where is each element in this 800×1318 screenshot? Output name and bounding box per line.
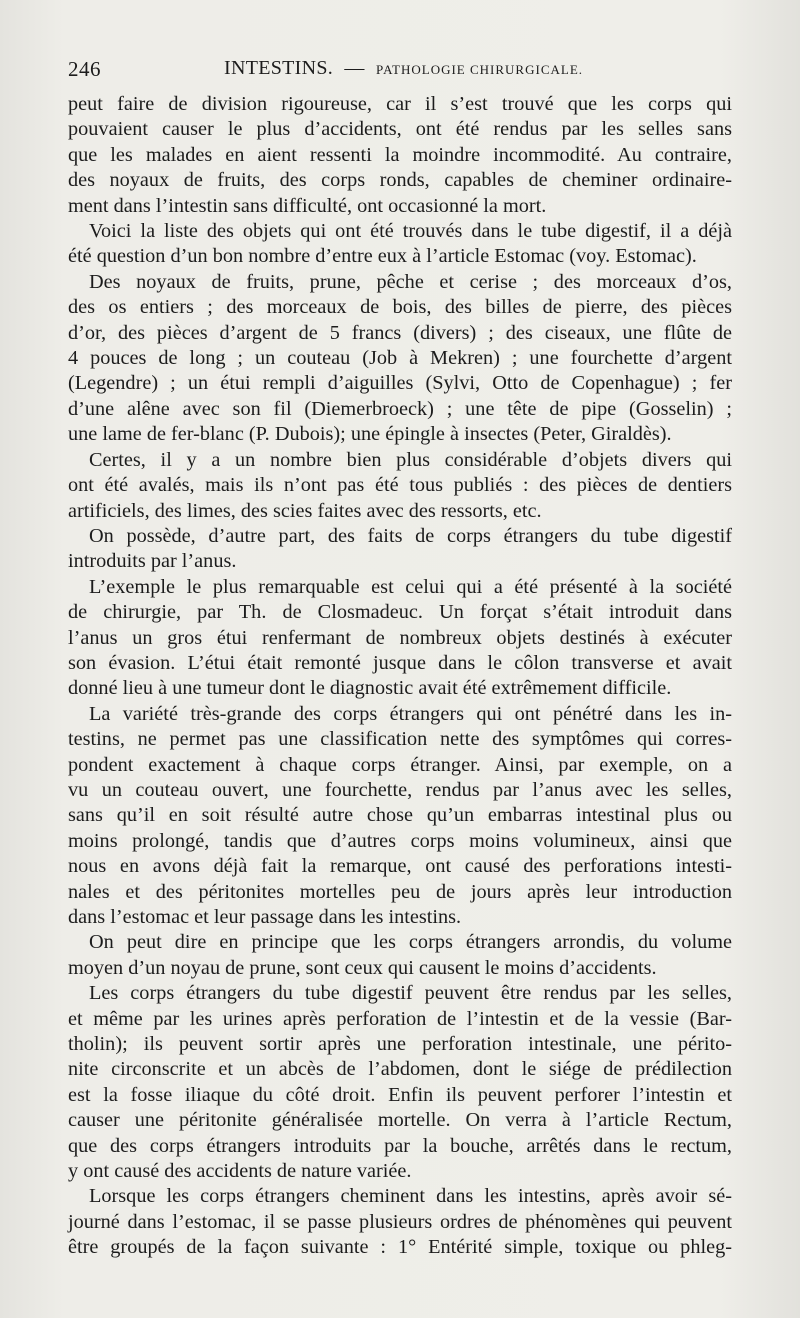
text-line: L’exemple le plus remarquable est celui qui a été présenté à la société bbox=[89, 575, 732, 598]
text-line: son évasion. L’étui était remonté jusque dans le côlon transverse et avait bbox=[68, 651, 732, 674]
text-line: On peut dire en principe que les corps étrangers arrondis, du volume bbox=[89, 931, 732, 954]
text-line: nales et des péritonites mortelles peu de jours après leur introduction bbox=[68, 880, 732, 903]
text-line: que les malades en aient ressenti la moindre incommodité. Au contraire, bbox=[68, 143, 732, 166]
text-line: est la fosse iliaque du côté droit. Enfin ils peuvent perforer l’intestin et bbox=[68, 1083, 732, 1106]
paragraph bbox=[68, 702, 732, 931]
text-line: peut faire de division rigoureuse, car il s’est trouvé que les corps qui bbox=[68, 93, 732, 115]
text-line: introduits par l’anus. bbox=[68, 550, 237, 573]
paragraph bbox=[68, 524, 732, 575]
text-line: donné lieu à une tumeur dont le diagnostic avait été extrêmement difficile. bbox=[68, 677, 672, 700]
text-line: moins prolongé, tandis que d’autres corps moins volumineux, ainsi que bbox=[68, 829, 732, 852]
paragraph bbox=[68, 219, 732, 270]
text-line: On possède, d’autre part, des faits de corps étrangers du tube digestif bbox=[89, 524, 732, 547]
paragraph bbox=[68, 930, 732, 981]
text-line: et même par les urines après perforation de l’intestin et de la vessie (Bar- bbox=[68, 1007, 732, 1030]
text-line: Voici la liste des objets qui ont été trouvés dans le tube digestif, il a déjà bbox=[89, 220, 732, 243]
text-line: Des noyaux de fruits, prune, pêche et cerise ; des morceaux d’os, bbox=[89, 270, 732, 293]
paragraph bbox=[68, 1184, 732, 1260]
text-line: testins, ne permet pas une classification nette des symptômes qui corres- bbox=[68, 728, 732, 751]
running-title bbox=[224, 57, 583, 80]
page-number: 246 bbox=[68, 57, 101, 81]
paragraph bbox=[68, 270, 732, 448]
text-line: ont été avalés, mais ils n’ont pas été tous publiés : des pièces de dentiers bbox=[68, 474, 732, 497]
text-line: nous en avons déjà fait la remarque, ont causé des perforations intesti- bbox=[68, 855, 732, 878]
text-line: 4 pouces de long ; un couteau (Job à Mekren) ; une fourchette d’argent bbox=[68, 347, 732, 370]
text-line: Certes, il y a un nombre bien plus considérable d’objets divers qui bbox=[89, 448, 732, 471]
text-line: été question d’un bon nombre d’entre eux à l’article Estomac (voy. Estomac). bbox=[68, 245, 697, 268]
text-line: une lame de fer-blanc (P. Dubois); une épingle à insectes (Peter, Giraldès). bbox=[68, 423, 672, 446]
running-header bbox=[68, 57, 732, 87]
text-line: tholin); ils peuvent sortir après une perforation intestinale, une périto- bbox=[68, 1033, 732, 1056]
text-line: d’or, des pièces d’argent de 5 francs (divers) ; des ciseaux, une flûte de bbox=[68, 321, 732, 344]
text-line: nite circonscrite et un abcès de l’abdomen, dont le siége de prédilection bbox=[68, 1058, 732, 1081]
paragraph bbox=[68, 575, 732, 702]
text-line: des os entiers ; des morceaux de bois, des billes de pierre, des pièces bbox=[68, 296, 732, 319]
text-line: sans qu’il en soit résulté autre chose qu’un embarras intestinal plus ou bbox=[68, 804, 732, 827]
text-line: Les corps étrangers du tube digestif peuvent être rendus par les selles, bbox=[89, 982, 732, 1005]
text-line: être groupés de la façon suivante : 1° Entérité simple, toxique ou phleg- bbox=[68, 1236, 732, 1259]
paragraph bbox=[68, 448, 732, 524]
text-line: Lorsque les corps étrangers cheminent dans les intestins, après avoir sé- bbox=[89, 1185, 732, 1208]
text-line: que des corps étrangers introduits par la bouche, arrêtés dans le rectum, bbox=[68, 1134, 732, 1157]
text-line: artificiels, des limes, des scies faites avec des ressorts, etc. bbox=[68, 499, 542, 522]
text-line: moyen d’un noyau de prune, sont ceux qui causent le moins d’accidents. bbox=[68, 956, 657, 979]
text-line: journé dans l’estomac, il se passe plusieurs ordres de phénomènes qui peuvent bbox=[68, 1210, 732, 1233]
header-title: INTESTINS. bbox=[224, 57, 334, 79]
text-line: ment dans l’intestin sans difficulté, ont occasionné la mort. bbox=[68, 194, 547, 217]
text-line: pondent exactement à chaque corps étranger. Ainsi, par exemple, on a bbox=[68, 753, 732, 776]
text-line: vu un couteau ouvert, une fourchette, rendus par l’anus avec les selles, bbox=[68, 778, 732, 801]
text-line: de chirurgie, par Th. de Closmadeuc. Un forçat s’était introduit dans bbox=[68, 601, 732, 624]
header-section: PATHOLOGIE CHIRURGICALE. bbox=[376, 62, 584, 77]
text-line: (Legendre) ; un étui rempli d’aiguilles (Sylvi, Otto de Copenhague) ; fer bbox=[68, 372, 732, 395]
body-text bbox=[68, 92, 732, 1261]
paragraph bbox=[68, 981, 732, 1184]
header-dash: — bbox=[344, 57, 365, 79]
text-line: dans l’estomac et leur passage dans les intestins. bbox=[68, 906, 462, 928]
text-line: d’une alêne avec son fil (Diemerbroeck) ; une tête de pipe (Gosselin) ; bbox=[68, 397, 732, 420]
text-line: des noyaux de fruits, des corps ronds, capables de cheminer ordinaire- bbox=[68, 169, 732, 192]
paragraph bbox=[68, 92, 732, 219]
text-line: l’anus un gros étui renfermant de nombreux objets destinés à exécuter bbox=[68, 626, 732, 649]
text-line: La variété très-grande des corps étrangers qui ont pénétré dans les in- bbox=[89, 702, 732, 725]
text-line: causer une péritonite généralisée mortelle. On verra à l’article Rectum, bbox=[68, 1109, 732, 1132]
text-line: y ont causé des accidents de nature variée. bbox=[68, 1160, 412, 1183]
text-line: pouvaient causer le plus d’accidents, ont été rendus par les selles sans bbox=[68, 118, 732, 141]
